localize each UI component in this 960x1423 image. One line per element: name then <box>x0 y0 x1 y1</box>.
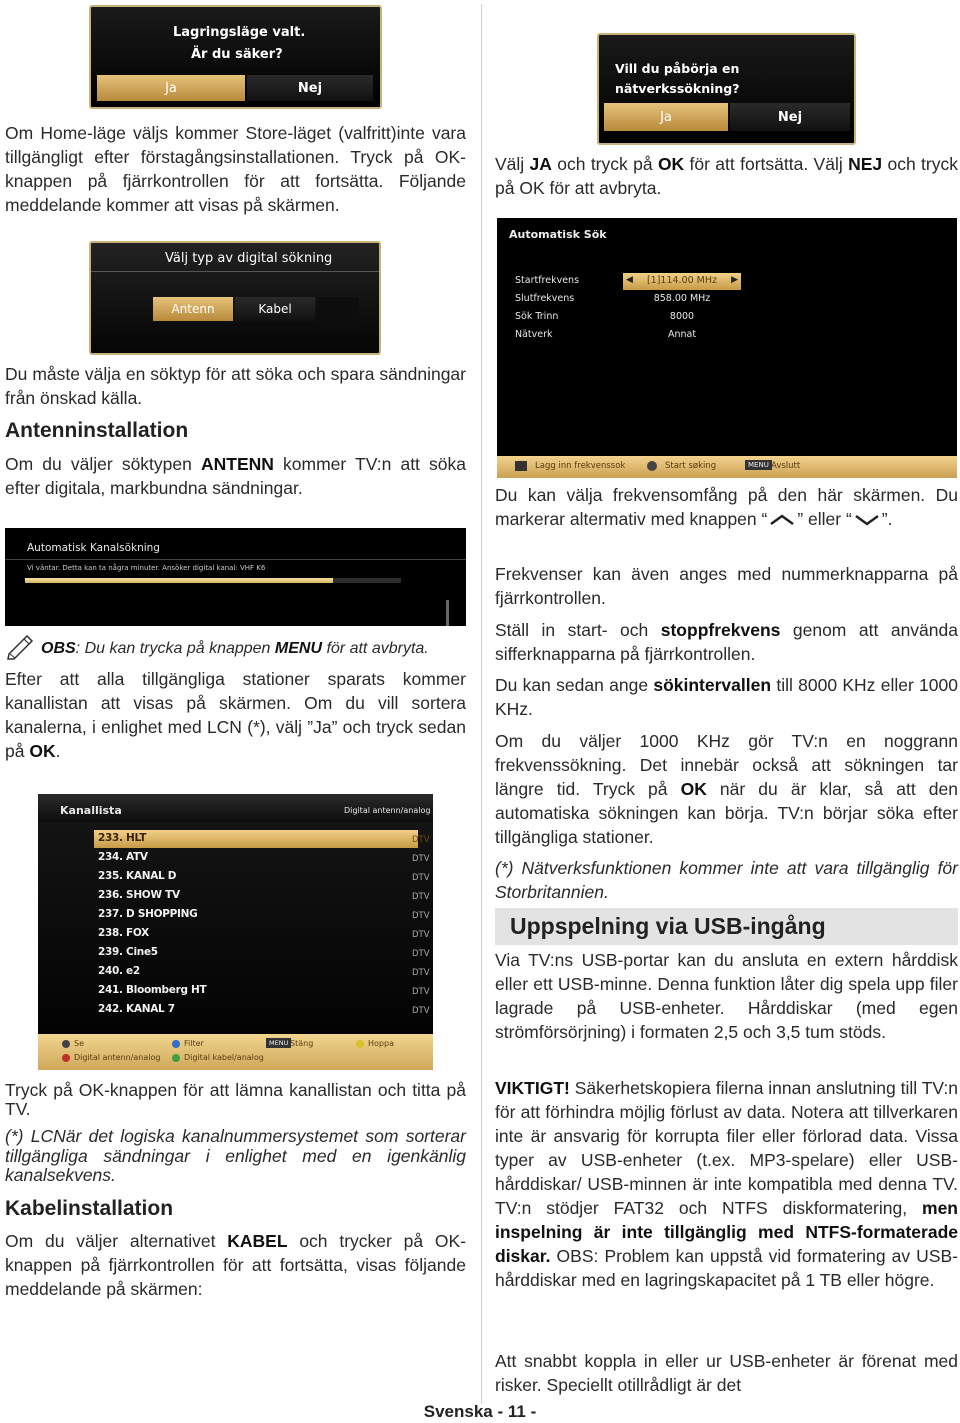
channel-item[interactable]: 239. Cine5 <box>98 946 158 958</box>
title-divider <box>5 559 466 560</box>
text: : Du kan trycka på knappen <box>75 640 275 657</box>
text: för att fortsätta. Välj <box>684 154 849 174</box>
network-scan-title: Vill du påbörja en nätverkssökning? <box>615 61 740 96</box>
channel-list-source: Digital antenn/analog <box>344 806 431 815</box>
text: Efter att alla tillgängliga stationer sparats kommer kanallistan att visas på skärmen. Om du vill sortera kanalerna, i enlighet med LCN (*), välj ”Ja” och tryck sedan på <box>5 669 466 761</box>
paragraph: Frekvenser kan även anges med nummerknapparna på fjärrkontrollen. <box>495 564 958 608</box>
text: och tryck på OK för att avbryta. <box>495 154 958 198</box>
paragraph: Via TV:ns USB-portar kan du ansluta en extern hårddisk eller ett USB-minne. Denna funktion låter dig spela upp filer lagrade på USB-enheter. Hårddiskar (med egen strömförsörjning) i formaten 2,5 och 3,5 tum stöds. <box>495 950 958 1042</box>
menu-key-icon: MENU <box>266 1038 291 1048</box>
channel-item[interactable]: 236. SHOW TV <box>98 889 180 901</box>
text: genom att använda sifferknapparna på fjärrkontrollen. <box>495 620 958 664</box>
red-key-icon <box>62 1054 70 1062</box>
no-button[interactable]: Nej <box>730 103 850 131</box>
search-step-value[interactable]: 8000 <box>669 311 695 322</box>
chevron-down-icon <box>852 513 882 527</box>
heading-kabelinstallation: Kabelinstallation <box>5 1197 174 1220</box>
text: och tryck på <box>551 154 658 174</box>
start-freq-selector[interactable] <box>623 273 741 290</box>
text: Du kan välja frekvensomfång på den här skärmen. Du markerar altermativ med knappen “ <box>495 485 958 529</box>
channel-item[interactable]: 234. ATV <box>98 851 148 863</box>
text: Säkerhetskopiera filerna innan anslutning till TV:n för att förhindra möjlig förlust av data. Notera att tillverkaren inte är ansvarig för korrupta filer eller förlorad data. Vissa typer av USB-enheter (t.ex. MP3-spelare) eller USB-hårddiskar/ USB-minnen är inte kompatibla med denna TV. TV:n stödjer FAT32 och NTFS diskformatering, <box>495 1078 959 1218</box>
empty-option-slot <box>317 297 359 321</box>
channel-type: DTV <box>412 835 430 845</box>
antenn-option[interactable]: Antenn <box>153 297 233 321</box>
channel-type: DTV <box>412 1006 430 1016</box>
text: ”. <box>881 509 893 529</box>
network-value[interactable]: Annat <box>667 329 697 340</box>
footnote: (*) Nätverksfunktionen kommer inte att vara tillgänglig för Storbritannien. <box>495 858 958 902</box>
text: Du kan sedan ange <box>495 675 654 695</box>
paragraph <box>495 483 958 531</box>
channel-item[interactable]: 238. FOX <box>98 927 149 939</box>
network-label: Nätverk <box>515 329 553 340</box>
yellow-key-icon <box>356 1040 364 1048</box>
channel-item[interactable]: 237. D SHOPPING <box>98 908 198 920</box>
auto-search-footer <box>497 456 957 478</box>
text: när du är klar, så att den automatiska sökningen kan börja. TV:n börjar söka efter tillgängliga stationer. <box>495 779 958 847</box>
blue-key-icon <box>172 1040 180 1048</box>
save-confirm-line2: Är du säker? <box>191 47 283 62</box>
channel-type: DTV <box>412 892 430 902</box>
obs-note <box>41 637 471 661</box>
end-freq-label: Slutfrekvens <box>515 293 575 304</box>
paragraph: Om Home-läge väljs kommer Store-läget (valfritt)inte vara tillgängligt efter förstagångsinstallationen. Tryck på OK-knappen på fjärrkontrollen för att fortsätta. Följande meddelande kommer att visas på skärmen. <box>5 123 466 215</box>
ok-key-icon <box>62 1040 70 1048</box>
title-divider <box>91 271 379 272</box>
end-freq-value[interactable]: 858.00 MHz <box>653 293 711 304</box>
text: . <box>55 741 61 761</box>
text: Om du väljer 1000 KHz gör TV:n en noggrann frekvenssökning. Det innebär också att sökningen tar längre tid. Tryck på <box>495 731 958 799</box>
footer-filter: Filter <box>184 1039 204 1048</box>
footer-stang: Stäng <box>290 1039 314 1048</box>
green-key-icon <box>172 1054 180 1062</box>
text-bold: OK <box>657 154 685 174</box>
paragraph <box>495 1076 958 1292</box>
search-step-label: Sök Trinn <box>515 311 559 322</box>
channel-type: DTV <box>412 949 430 959</box>
channel-list-footer <box>38 1034 433 1070</box>
yes-button[interactable]: Ja <box>97 75 245 101</box>
footer-se: Se <box>74 1039 84 1048</box>
progress-track <box>25 578 401 583</box>
paragraph: Att snabbt koppla in eller ur USB-enheter är förenat med risker. Speciellt otillrådligt är det <box>495 1351 958 1395</box>
channel-type: DTV <box>412 911 430 921</box>
channel-type: DTV <box>412 930 430 940</box>
footnote: (*) LCNär det logiska kanalnummersystemet som sorterar tillgängliga sändningar i enlighet med en igenkänlig kanalsekvens. <box>5 1126 466 1185</box>
save-confirm-screen <box>89 5 382 109</box>
save-confirm-line1: Lagringsläge valt. <box>173 25 306 40</box>
footer-ok-label: Start søking <box>665 461 717 471</box>
text-bold: VIKTIGT! <box>495 1078 570 1098</box>
text: ” eller “ <box>797 509 852 529</box>
text-bold: OK <box>29 741 56 761</box>
paragraph <box>5 1229 466 1301</box>
start-freq-value: [1]114.00 MHz <box>646 275 718 286</box>
channel-item[interactable]: 241. Bloomberg HT <box>98 984 207 996</box>
footer-digital-aa: Digital antenn/analog <box>74 1053 161 1062</box>
search-type-screen <box>89 241 381 355</box>
text: Om du väljer söktypen <box>5 454 201 474</box>
channel-list-title: Kanallista <box>60 804 122 817</box>
start-freq-label: Startfrekvens <box>515 275 580 286</box>
channel-type: DTV <box>412 873 430 883</box>
text: OBS: Problem kan uppstå vid formatering av USB-hårddiskar med en lagringskapacitet på 1 TB eller högre. <box>495 1246 958 1290</box>
text-bold: OK <box>680 779 707 799</box>
network-scan-screen <box>597 33 856 145</box>
text-bold: MENU <box>274 640 323 657</box>
text: Ställ in start- och <box>495 620 661 640</box>
text-bold: JA <box>529 154 552 174</box>
page-footer: Svenska - 11 - <box>423 1402 537 1421</box>
chevron-up-icon <box>767 513 797 527</box>
channel-scan-screen <box>5 528 466 626</box>
paragraph <box>495 673 958 721</box>
channel-item[interactable]: 235. KANAL D <box>98 870 177 882</box>
arrow-right-icon[interactable]: ▶ <box>731 275 738 285</box>
paragraph <box>5 667 466 763</box>
channel-scan-title: Automatisk Kanalsökning <box>27 542 160 554</box>
search-type-title: Välj typ av digital sökning <box>165 251 333 266</box>
channel-scan-status: Vi väntar. Detta kan ta några minuter. Ansöker digital kanal: VHF K6 <box>27 564 266 572</box>
paragraph: Tryck på OK-knappen för att lämna kanallistan och titta på TV. <box>5 1080 466 1119</box>
heading-usb: Uppspelning via USB-ingång <box>510 913 826 939</box>
text: Välj <box>495 154 530 174</box>
text-bold: sökintervallen <box>653 675 772 695</box>
paragraph: Du måste välja en söktyp för att söka och spara sändningar från önskad källa. <box>5 364 466 408</box>
paragraph <box>495 152 958 200</box>
menu-key-icon: MENU <box>745 460 772 470</box>
text-bold: OBS <box>41 640 76 657</box>
channel-type: DTV <box>412 854 430 864</box>
channel-list-screen <box>38 794 433 1070</box>
kabel-option[interactable]: Kabel <box>235 297 315 321</box>
text-bold: ANTENN <box>201 454 274 474</box>
channel-item[interactable]: 233. HLT <box>98 832 147 844</box>
auto-search-screen <box>497 218 957 478</box>
footer-hoppa: Hoppa <box>368 1039 394 1048</box>
arrow-left-icon[interactable]: ◀ <box>626 275 633 285</box>
text: till 8000 KHz eller 1000 KHz. <box>495 675 958 719</box>
text: kommer TV:n att söka efter digitala, markbundna sändningar. <box>5 454 467 498</box>
paragraph <box>495 729 958 849</box>
text: för att avbryta. <box>322 640 429 657</box>
pencil-icon <box>5 632 37 660</box>
footer-nav-label: Lagg inn frekvenssok <box>535 461 626 471</box>
ok-key-icon <box>647 461 657 471</box>
channel-item[interactable]: 240. e2 <box>98 965 140 977</box>
text-bold: KABEL <box>227 1231 288 1251</box>
text: och trycker på OK-knappen på fjärrkontrollen för att fortsätta, visas följande meddelande på skärmen: <box>5 1231 466 1299</box>
yes-button[interactable]: Ja <box>604 103 728 131</box>
no-button[interactable]: Nej <box>247 75 373 101</box>
channel-type: DTV <box>412 987 430 997</box>
channel-item[interactable]: 242. KANAL 7 <box>98 1003 175 1015</box>
column-divider <box>481 4 482 1404</box>
auto-search-title: Automatisk Sök <box>509 228 607 241</box>
text-bold: men inspelning är inte tillgänglig med NTFS-formaterade diskar. <box>495 1198 958 1266</box>
paragraph <box>495 618 958 666</box>
heading-antenninstallation: Antenninstallation <box>5 419 189 442</box>
channel-type: DTV <box>412 968 430 978</box>
text-bold: NEJ <box>848 154 883 174</box>
text-bold: stoppfrekvens <box>660 620 781 640</box>
text: Om du väljer alternativet <box>5 1231 228 1251</box>
progress-fill <box>25 578 333 583</box>
footer-digital-ka: Digital kabel/analog <box>184 1053 264 1062</box>
scrollbar[interactable] <box>446 600 449 626</box>
numeric-keys-icon <box>515 461 527 471</box>
footer-exit-label: Avslutt <box>771 461 801 471</box>
paragraph <box>5 452 466 500</box>
